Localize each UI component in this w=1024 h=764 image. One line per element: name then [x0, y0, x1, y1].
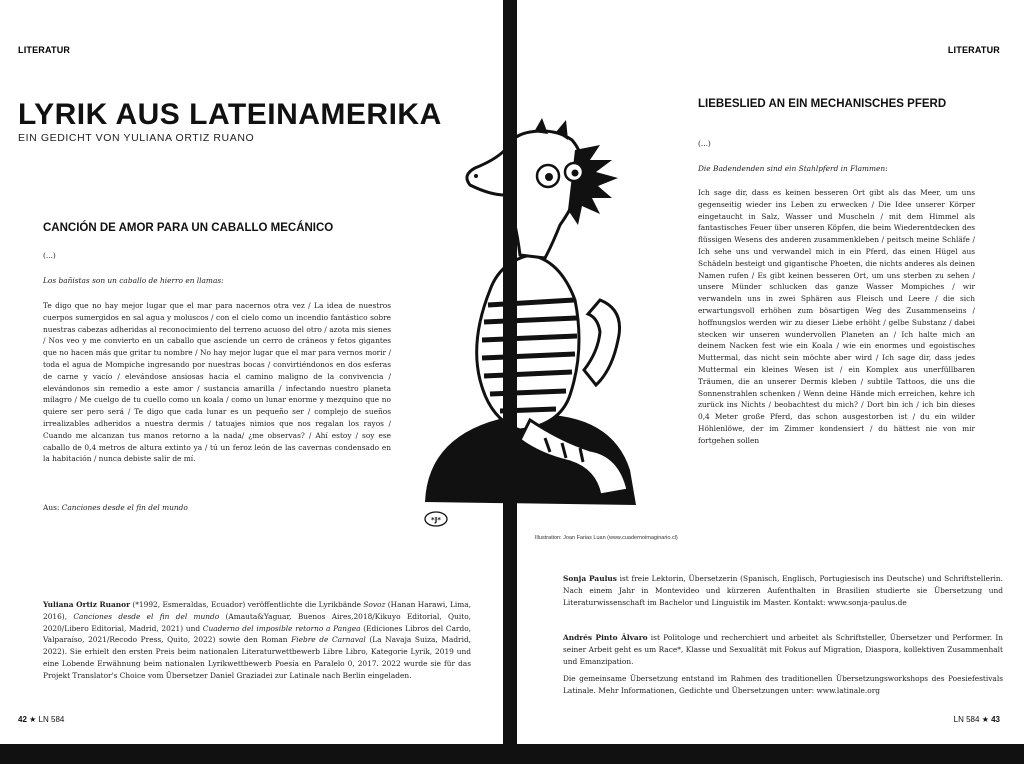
poem-text-spanish: Te digo que no hay mejor lugar que el mar para nacernos otra vez / La idea de nuestros cuerpos sumergidos en sal agua y moluscos / con el cielo como un incendio fantástico sobre nuestras cabezas adheridas al reconocimiento del terreno acuoso del otro / azota mis sienes / Nos veo y me convierto en un caballo que asciende un cerro de cráneos y fetos gigantes que no hacen más que gritar tu nombre / No hay mejor lugar que el mar para vernos morir / toda el agua de Mompiche ingresando por nuestras bocas / convirtiéndonos en dos esferas de carne y vacío / elevándose ansiosas hacia el camino maligno de la convivencia / elevándonos sin remedio a este amor / sustancia amarilla / infectando nuestro planeta milagro / Me cuelgo de tu cuello como un koala / como un lunar enorme y mezquino que no quiere ser pero será / Te digo que cada lunar es un pequeño ser / complejo de sueños irrealizables adheridos a nuestra dermis / tatuajes nimios que nos regalan los rayos / Cuando me alcanzan tus manos retorno a la nada/ ¿me observas? / Ahí estoy / soy ese caballo de 0,4 metros de altura extinto ya / tú un feroz león de las cavernas condensado en la habitación / nunca debiste salir de mí. — [43, 301, 391, 464]
translator-name: Andrés Pinto Álvaro — [563, 633, 648, 642]
page-subtitle: EIN GEDICHT VON YULIANA ORTIZ RUANO — [18, 132, 255, 144]
issue-label: LN 584 — [953, 715, 980, 724]
poem-ellipsis: (...) — [698, 139, 711, 148]
illustration-caption: Illustration: Joan Farias Luan (www.cuadernoimaginario.cl) — [535, 535, 678, 541]
poem-ellipsis: (...) — [43, 251, 56, 260]
poem-intro-line: Los bañistas son un caballo de hierro en llamas: — [43, 276, 224, 285]
page-number: 43 — [991, 715, 1000, 724]
poem-text-german: Ich sage dir, dass es keinen besseren Ort gibt als das Meer, um uns gegenseitig wieder ins Leben zu erwecken / Die Idee unserer Körper eingetaucht in Salz, Wasser und Muscheln / mit dem Himmel als fantastisches Feuer über unseren Köpfen, die beim Wiederentdecken des flüssigen Wesens des anderen zusammenkleben / peitsch meine Schläfe / Ich sehe uns und verwandel mich in ein Pferd, das einen Hügel aus Schädeln besteigt und gigantische Phoeten, die nichts anderes als deinen Namen rufen / Es gibt keinen besseren Ort, um uns sterben zu sehen / unsere Münder schlucken das ganze Wasser Mompiches / wir verwandeln uns in zwei Sphären aus Fleisch und Leere / die sich erwartungsvoll erhöhen zum bösartigen Weg des Zusammenseins / hoffnungslos werden wir zu dieser Liebe erhöht / gelbe Substanz / dabei stecken wir unseren wundervollen Planeten an / Ich halte mich an deinem Nacken fest wie ein Koala / wie ein enormes und egoistisches Muttermal, das nicht sein möchte aber wird / Ich sage dir, dass jedes Muttermal ein kleines Wesen ist / ein Komplex aus unerfüllbaren Träumen, die an unserer Dermis kleben / subtile Tattoos, die uns die Sonnenstrahlen schenken / Wenn deine Hände mich erreichen, kehre ich zurück ins Nichts / beobachtest du mich? / Dort bin ich / ich bin dieses 0,4 Meter große Pferd, das schon ausgestorben ist / du ein wilder Höhlenlöwe, der im Zimmer kondensiert / du hättest nie von mir fortgehen sollen — [698, 188, 975, 445]
poem-title-spanish: CANCIÓN DE AMOR PARA UN CABALLO MECÁNICO — [43, 222, 334, 234]
page-number: 42 — [18, 715, 27, 724]
author-bio: Yuliana Ortiz Ruanor (*1992, Esmeraldas, Ecuador) veröffentlichte die Lyrikbände Sovoz (Hanan Harawi, Lima, 2016), Canciones desde el fin del mundo (Amauta&Yaguar, Buenos Aires,2018/Kikuyo Editorial, Quito, 2020/Libero Editorial, Madrid, 2021) und Cuaderno del imposible retorno a Pangea (Ediciones Libros del Cardo, Valparaíso, 2021/Recodo Press, Quito, 2022) sowie den Roman Fiebre de Carnaval (La Navaja Suiza, Madrid, 2022). Sie erhielt den ersten Preis beim nationalen Literaturwettbewerb Libre Libro, Kategorie Lyrik, 2019 und eine Lobende Erwähnung beim nationalen Lyrikwettbewerb Poesía en Paralelo 0, 2017. 2022 wurde sie für das Projekt Translator's Choice vom Übersetzer Daniel Graziadei zur Latinale nach Berlin eingeladen. — [43, 600, 472, 680]
star-icon: ★ — [29, 715, 37, 724]
page-title: LYRIK AUS LATEINAMERIKA — [18, 98, 442, 131]
source-prefix: Aus: — [43, 503, 62, 512]
section-header: LITERATUR — [18, 45, 71, 55]
issue-label: LN 584 — [38, 715, 65, 724]
section-header: LITERATUR — [947, 45, 1000, 55]
star-icon: ★ — [981, 715, 989, 724]
translator-bio-andres: Andrés Pinto Álvaro ist Politologe und recherchiert und arbeitet als Schriftsteller, Übersetzer und Performer. In seiner Arbeit geht es um Race*, Klasse und Sexualität mit Fokus auf Migration, Diaspora, kollektiven Zusammenhalt und Emanzipation. — [563, 633, 1003, 666]
author-name: Yuliana Ortiz Ruanor — [43, 600, 130, 609]
translator-name: Sonja Paulus — [563, 574, 617, 583]
illustration-signature: *J* — [431, 516, 441, 524]
source-title: Canciones desde el fin del mundo — [61, 503, 188, 512]
workshop-note: Die gemeinsame Übersetzung entstand im Rahmen des traditionellen Übersetzungsworkshops des Poesiefestivals Latinale. Mehr Informationen, Gedichte und Übersetzungen unter: www.latinale.org — [563, 674, 1003, 695]
poem-intro-line: Die Badendenden sind ein Stahlpferd in Flammen: — [698, 164, 888, 173]
poem-title-german: LIEBESLIED AN EIN MECHANISCHES PFERD — [698, 98, 947, 110]
translator-bio-sonja: Sonja Paulus ist freie Lektorin, Übersetzerin (Spanisch, Englisch, Portugiesisch ins Deutsche) und Schriftstellerin. Nach einem Jahr in Montevideo und kürzeren Aufenthalten in Brasilien studierte sie Übersetzung und Literaturwissenschaft im Bachelor und Linguistik im Master. Kontakt: www.sonja-paulus.de — [563, 574, 1003, 607]
